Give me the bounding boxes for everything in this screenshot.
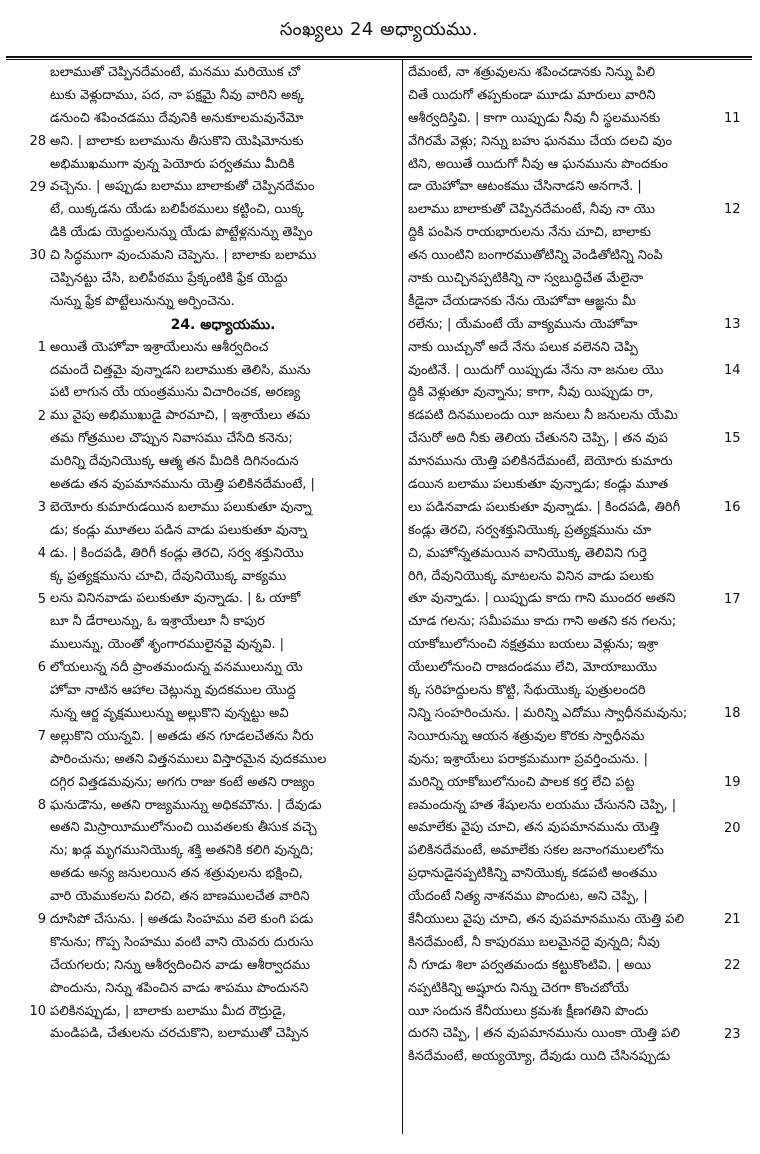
text-line: కొనును; గొప్ప సింహము వంటి వాని యెవరు దురుసు bbox=[50, 934, 314, 950]
verse-number: 10 bbox=[29, 1003, 46, 1019]
text-line: అతడు అన్య జనులయిన తన శత్రువులను భక్షించి, bbox=[50, 866, 303, 882]
text-line: నాకు యిచ్చునో అదే నేను పలుక వలెనని చెప్పి bbox=[408, 339, 638, 355]
text-line: చేయగలరు; నిన్ను ఆశీర్వదించిన వాడు ఆశీర్వాదము bbox=[50, 957, 311, 973]
text-line: దమందే చిత్తమై వున్నాడని బలాముకు తెలిసి, మును bbox=[50, 362, 311, 378]
text-line: కేనీయులు వైపు చూచి, తన వుపమానమును యెత్తి పలి bbox=[408, 911, 685, 927]
text-line: యేలులోనుంచి రాజదండము లేచి, మోయాబుయొ bbox=[408, 660, 657, 676]
text-line: ప్రధానుడైనప్పటికిన్ని వానియొక్క కడపటి అంతము bbox=[408, 866, 658, 882]
text-line: కినదేమంటే, నీ కాపురము బలమైనదై వున్నది; నీవు bbox=[408, 934, 660, 950]
text-line: యాకోబులోనుంచి నక్షత్రము బయలు వెళ్లును; ఇశ్రా bbox=[408, 637, 659, 653]
verse-number: 21 bbox=[724, 912, 741, 928]
text-line: నిన్ని సంహరించును. | మరిన్ని ఎదోము స్వాధీనమవును; bbox=[408, 705, 688, 721]
text-line: నున్న ఆర్జ వృక్షములున్ను అల్లుకొని వున్నట్టు అవి bbox=[50, 705, 289, 721]
text-line: క్క సరిహద్దులను కొట్టి, సేథుయొక్క పుత్రులందరి bbox=[408, 683, 646, 699]
text-line: సెయీరున్ను ఆయన శత్రువుల కొరకు స్వాధీనమ bbox=[408, 728, 645, 744]
verse-number: 30 bbox=[29, 248, 46, 264]
text-line: దురని చెప్పి, | తన వుపమానమును యింకా యెత్తి పలి bbox=[408, 1026, 680, 1042]
text-line: కీడైనా చేయడానకు నేను యెహోవా ఆజ్ఞను మీ bbox=[408, 293, 636, 309]
text-line: కినదేమంటే, అయ్యయ్యో, దేవుడు యిది చేసినప్పుడు bbox=[408, 1049, 671, 1065]
verse-number: 19 bbox=[724, 774, 741, 790]
text-line: ఆశీర్వదిస్తివి. | కాగా యిప్పుడు నీవు నీ స్థలమునకు bbox=[408, 110, 661, 126]
text-line: వేగిరమే వెళ్లు; నిన్ను బహు ఘనము చేయ దలచి వుం bbox=[408, 133, 673, 149]
text-line: చితే యిదుగో తప్పకుండా మూడు మారులు వారిని bbox=[408, 87, 656, 103]
text-line: చూడ గలను; సమీపము కాదు గాని అతని కన గలను; bbox=[408, 614, 677, 630]
text-line: అల్లుకొని యున్నవి. | అతడు తన గూడలచేతను నీరు bbox=[50, 728, 314, 744]
text-line: లోయలున్న నదీ ప్రాంతమందున్న వనములున్ను యె bbox=[50, 660, 303, 676]
text-line: మానమును యెత్తి పలికినదేమంటే, బెయోరు కుమారు bbox=[408, 454, 673, 470]
verse-number: 9 bbox=[37, 912, 46, 928]
text-line: తన యింటిని బంగారముతోటిన్ని వెండితోటిన్ని నింపి bbox=[408, 248, 663, 264]
page-title: సంఖ్యలు 24 అధ్యాయము. bbox=[279, 18, 479, 40]
text-line: ఘనుడౌను, అతని రాజ్యమున్ను అధికమౌను. | దేవుడు bbox=[50, 797, 322, 813]
verse-number: 20 bbox=[724, 820, 741, 836]
text-line: పటి లాగున యే యంత్రమును విచారించక, అరణ్య bbox=[50, 385, 301, 401]
text-line: రలేను; | యేమంటే యే వాక్యమును యెహోవా bbox=[408, 316, 638, 332]
verse-number: 5 bbox=[37, 591, 46, 607]
text-line: డికి యేడు యెద్దులనున్ను యేడు పొట్టేళ్లనున్ను తెప్పిం bbox=[50, 225, 313, 241]
scripture-page bbox=[6, 6, 752, 1136]
verse-number: 15 bbox=[724, 431, 741, 447]
verse-number: 1 bbox=[37, 339, 46, 355]
text-line: టే, యిక్కడను యేడు బలిపీఠములు కట్టించి, యిక్క bbox=[50, 202, 305, 218]
text-line: అని. | బాలాకు బలామును తీసుకొని యెషిమోనుకు bbox=[50, 133, 304, 149]
text-line: దూసిపో చేసును. | అతడు సింహము వలె కుంగి పడు bbox=[50, 911, 314, 927]
text-line: చి, మహోన్నతమయిన వానియొక్క తెలివిని గుర్తె bbox=[408, 545, 647, 561]
text-line: టుకు వెళ్లుదాము, పద, నా పక్షమై నీవు వారిని అక్క bbox=[50, 87, 305, 103]
verse-number: 13 bbox=[724, 316, 741, 332]
verse-number: 22 bbox=[724, 958, 741, 974]
text-line: డనుంచి శపించడము దేవునికి అనుకూలమవునేమో bbox=[50, 110, 304, 126]
text-line: పారించును; అతని విత్తనములు విస్తారమైన వుదకముల bbox=[50, 751, 327, 767]
text-line: లను వినినవాడు పలుకుతూ వున్నాడు. | ఓ యాకో bbox=[50, 591, 301, 607]
text-line: లు పడినవాడు పలుకుతూ వున్నాడు. | కిందపడి, తిరిగీ bbox=[408, 499, 681, 515]
verse-number: 2 bbox=[37, 408, 46, 424]
text-line: చెప్పినట్టు చేసి, బలిపీఠము ప్రేక్కంటికి ఫ్రేక యెద్దు bbox=[50, 271, 288, 287]
text-line: డు. | కిందపడి, తిరిగీ కండ్లు తెరచి, సర్వ శక్తునియొ bbox=[50, 545, 304, 561]
text-line: మరిన్ని యాకోబులోనుంచి పాలక కర్త లేచి పట్ట bbox=[408, 774, 635, 790]
verse-number: 3 bbox=[37, 500, 46, 516]
text-line: వచ్చెను. | అప్పుడు బలాము బాలాకుతో చెప్పినదేమం bbox=[50, 179, 315, 195]
text-line: బలాముతో చెప్పినదేమంటే, మనము మరియొక చో bbox=[50, 65, 301, 80]
verse-number: 8 bbox=[37, 797, 46, 813]
text-line: ద్దికి వెళ్లుతూ వున్నాను; కాగా, నీవు యిప్పుడు రా, bbox=[408, 385, 654, 401]
column-divider bbox=[402, 60, 403, 1134]
text-line: వుంటినే. | యిదుగో యిప్పుడు నేను నా జనుల యొ bbox=[408, 362, 664, 378]
verse-number: 14 bbox=[724, 362, 741, 378]
text-line: బెయోరు కుమారుడయిన బలాము పలుకుతూ వున్నా bbox=[50, 499, 312, 515]
text-line: అభిముఖముగా వున్న పెయోరు పర్వతము మీదికి bbox=[50, 156, 295, 172]
verse-number: 23 bbox=[724, 1026, 741, 1042]
text-line: కడపటి దినములందు యీ జనులు నీ జనులను యేమి bbox=[408, 408, 678, 424]
text-line: అతని మిస్రాయీములోనుంచి యివతలకు తీసుక వచ్చె bbox=[50, 820, 317, 836]
text-line: డయిన బలాము పలుకుతూ వున్నాడు; కండ్లు మూత bbox=[408, 477, 669, 493]
header-rule-thin bbox=[6, 59, 752, 60]
text-line: నీ గూడు శిలా పర్వతమందు కట్టుకొంటివి. | అయి bbox=[408, 957, 652, 973]
text-line: అమాలేకు వైపు చూచి, తన వుపమానమును యెత్తి bbox=[408, 820, 660, 836]
verse-number: 7 bbox=[37, 729, 46, 745]
right-column bbox=[408, 62, 754, 1069]
verse-number: 29 bbox=[29, 179, 46, 195]
text-line: అతడు తన వుపమానమును యెత్తి పలికినదేమంటే, | bbox=[50, 477, 315, 493]
text-line: దేమంటే, నా శత్రువులను శపించడానకు నిన్ను పిలి bbox=[408, 65, 656, 80]
verse-number: 12 bbox=[724, 202, 741, 218]
text-line: తూ వున్నాడు. | యిప్పుడు కాదు గాని ముందర అతని bbox=[408, 591, 676, 607]
verse-number: 16 bbox=[724, 500, 741, 516]
text-line: బలాము బాలాకుతో చెప్పినదేమంటే, నీవు నా యొ bbox=[408, 202, 655, 218]
left-column bbox=[50, 62, 396, 1046]
text-line: ము వైపు అభిముఖుడై పారమాచి, | ఇశ్రాయేలు తమ bbox=[50, 408, 311, 424]
text-line: డు; కండ్లు మూతలు పడిన వాడు పలుకుతూ వున్నా bbox=[50, 522, 308, 538]
verse-number: 6 bbox=[37, 660, 46, 676]
text-line: బూ నీ డేరాలున్ను, ఓ ఇశ్రాయేలూ నీ కాపుర bbox=[50, 614, 265, 630]
text-line: పలికినదేమంటే, అమాలేకు సకల జనాంగములలోను bbox=[408, 843, 664, 859]
text-line: నున్ను ఫ్రేక పొట్టేలునున్ను అర్పించెను. bbox=[50, 293, 235, 309]
text-line: నాకు యిచ్చినప్పటికిన్ని నా స్వబుద్ధిచేత మేలైనా bbox=[408, 271, 644, 287]
text-line: తమ గోత్రముల చొప్పున నివాసము చేసేది కనెను; bbox=[50, 431, 293, 447]
page-header bbox=[6, 6, 752, 56]
header-rule bbox=[6, 56, 752, 58]
text-line: దగ్గిర విత్తడమవును; అగగు రాజు కంటే అతని రాజ్యం bbox=[50, 774, 315, 790]
text-line: యేదంటే నిత్య నాశనము పొందుట, అని చెప్పి, | bbox=[408, 889, 648, 905]
text-line: క్క ప్రత్యక్షమును చూచి, దేవునియొక్క వాక్యము bbox=[50, 568, 287, 584]
text-line: చేసురో అది నీకు తెలియ చేతునని చెప్పి, | తన వుప bbox=[408, 431, 668, 447]
text-line: చి సిద్ధముగా వుంచుమని చెప్పెను. | బాలాకు బలాము bbox=[50, 248, 317, 264]
text-line: టిని, అయితే యిదుగో నీవు ఆ ఘనమును పొందకుం bbox=[408, 156, 669, 172]
verse-number: 11 bbox=[724, 110, 741, 126]
text-line: పలికినప్పుడు, | బాలాకు బలాము మీద రౌద్రుడై, bbox=[50, 1003, 287, 1019]
text-line: ద్దికి పంపిన రాయభారులను నేను చూచి, బాలాకు bbox=[408, 225, 652, 241]
verse-number: 18 bbox=[724, 706, 741, 722]
text-line: యీ సందున కేనీయులు క్రమశః క్షీణగతిని పొందు bbox=[408, 1003, 649, 1019]
text-line: ణమందున్న హత శేషులను లయము చేసునని చెప్పి, | bbox=[408, 797, 677, 813]
verse-number: 17 bbox=[724, 591, 741, 607]
chapter-heading: 24. అధ్యాయము. bbox=[170, 316, 276, 333]
text-line: నప్పటికిన్ని అష్షూరు నిన్ను చెరగా కొంచబోయే bbox=[408, 980, 629, 996]
text-line: ను; ఖడ్గ మృగమునియొక్క శక్తి అతనికి కలిగి వున్నది; bbox=[50, 843, 314, 859]
text-line: పొందును, నిన్ను శపించిన వాడు శాపము పొందునని bbox=[50, 980, 309, 996]
text-line: రిగి, దేవునియొక్క మాటలను వినిన వాడు పలుకు bbox=[408, 568, 654, 584]
text-line: వును; ఇశ్రాయేలు పరాక్రమముగా ప్రవర్తించును. | bbox=[408, 751, 648, 767]
text-line: కండ్లు తెరచి, సర్వశక్తునియొక్క ప్రత్యక్షమును చూ bbox=[408, 522, 652, 538]
verse-number: 28 bbox=[29, 133, 46, 149]
text-line: మండిపడి, చేతులను చరచుకొని, బలాముతో చెప్పిన bbox=[50, 1026, 309, 1042]
text-line: అయితే యెహోవా ఇశ్రాయేలును ఆశీర్వదించ bbox=[50, 339, 269, 355]
text-line: హోవా నాటిన ఆహాల చెట్లున్ను వుదకముల యొద్ద bbox=[50, 683, 296, 699]
text-line: ములున్ను, యెంతో శృంగారములైనవై వున్నవి. | bbox=[50, 637, 285, 653]
verse-number: 4 bbox=[37, 545, 46, 561]
text-line: వారి యెముకలను విరచి, తన బాణములచేత వారిని bbox=[50, 889, 310, 905]
text-line: మరిన్ని దేవునియొక్క ఆత్మ తన మీదికి దిగినందున bbox=[50, 454, 299, 470]
text-line: డా యెహోవా ఆటంకము చేసినాడని అనగానే. | bbox=[408, 179, 642, 195]
